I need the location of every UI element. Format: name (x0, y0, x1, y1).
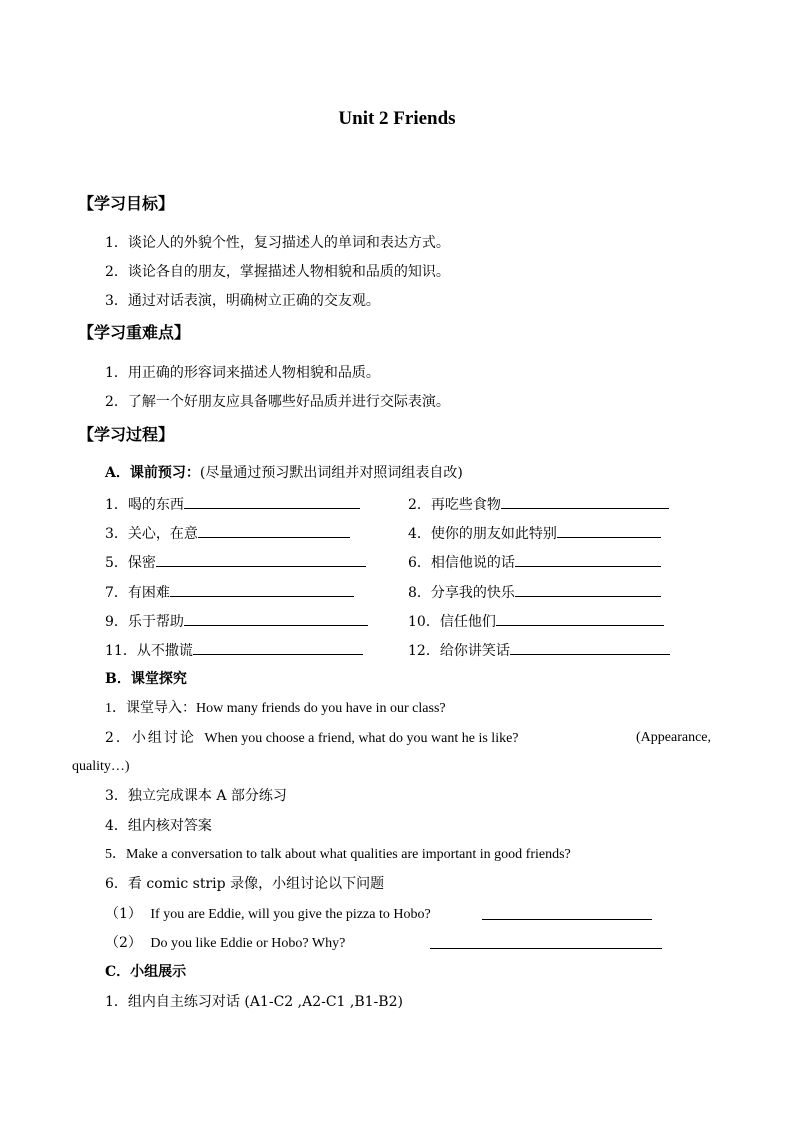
goal-item: 2．谈论各自的朋友，掌握描述人物相貌和品质的知识。 (105, 264, 450, 280)
answer-blank[interactable] (515, 582, 661, 597)
answer-blank[interactable] (501, 494, 669, 509)
page-title: Unit 2 Friends (338, 108, 456, 129)
preview-item: 9．乐于帮助 (105, 611, 368, 631)
explore-item: 4．组内核对答案 (105, 818, 212, 834)
preview-item: 7．有困难 (105, 582, 354, 602)
difficulty-item: 1．用正确的形容词来描述人物相貌和品质。 (105, 365, 380, 381)
answer-blank[interactable] (510, 640, 670, 655)
preview-heading: A．课前预习： (105, 465, 200, 481)
preview-item: 6．相信他说的话 (408, 552, 661, 572)
preview-item: 12．给你讲笑话 (408, 640, 670, 660)
explore-item-continuation: quality…) (72, 759, 130, 774)
show-heading: C．小组展示 (105, 964, 187, 980)
preview-item: 10．信任他们 (408, 611, 664, 631)
preview-item: 4．使你的朋友如此特别 (408, 523, 661, 543)
preview-item: 3．关心，在意 (105, 523, 350, 543)
goal-item: 1．谈论人的外貌个性，复习描述人的单词和表达方式。 (105, 235, 450, 251)
answer-blank[interactable] (557, 523, 661, 538)
question-2-blank-wrap (430, 934, 662, 954)
answer-blank[interactable] (496, 611, 664, 626)
preview-item: 2．再吃些食物 (408, 494, 669, 514)
difficulty-item: 2．了解一个好朋友应具备哪些好品质并进行交际表演。 (105, 394, 450, 410)
preview-header (105, 464, 463, 482)
answer-blank[interactable] (156, 552, 366, 567)
answer-blank[interactable] (430, 934, 662, 949)
preview-item: 1．喝的东西 (105, 494, 360, 514)
answer-blank[interactable] (184, 611, 368, 626)
answer-blank[interactable] (193, 640, 363, 655)
question-1-blank-wrap (482, 905, 652, 925)
preview-item: 8．分享我的快乐 (408, 582, 661, 602)
answer-blank[interactable] (515, 552, 661, 567)
preview-item: 5．保密 (105, 552, 366, 572)
explore-heading: B．课堂探究 (105, 671, 187, 687)
preview-item: 11．从不撒谎 (105, 640, 363, 660)
answer-blank[interactable] (198, 523, 350, 538)
question-2: （2） Do you like Eddie or Hobo? Why? (105, 935, 346, 951)
explore-item: 5．Make a conversation to talk about what qualities are important in good friends? (105, 847, 571, 862)
explore-item: 1．课堂导入：How many friends do you have in our class? (105, 701, 446, 716)
explore-item: 6．看 comic strip 录像，小组讨论以下问题 (105, 876, 385, 892)
answer-blank[interactable] (184, 494, 360, 509)
goal-item: 3．通过对话表演，明确树立正确的交友观。 (105, 293, 380, 309)
explore-item: 3．独立完成课本 A 部分练习 (105, 788, 287, 804)
show-item: 1．组内自主练习对话 (A1-C2 ,A2-C1 ,B1-B2) (105, 994, 403, 1010)
goals-heading: 【学习目标】 (78, 194, 175, 213)
question-1: （1） If you are Eddie, will you give the pizza to Hobo? (105, 906, 431, 922)
answer-blank[interactable] (482, 905, 652, 920)
difficulties-heading: 【学习重难点】 (78, 323, 191, 342)
preview-note: (尽量通过预习默出词组并对照词组表自改) (199, 465, 463, 481)
explore-item-paren: (Appearance, (636, 730, 712, 745)
answer-blank[interactable] (170, 582, 354, 597)
process-heading: 【学习过程】 (78, 425, 175, 444)
explore-item-discussion: 2．小组讨论 When you choose a friend, what do you want he is like? (105, 730, 519, 746)
